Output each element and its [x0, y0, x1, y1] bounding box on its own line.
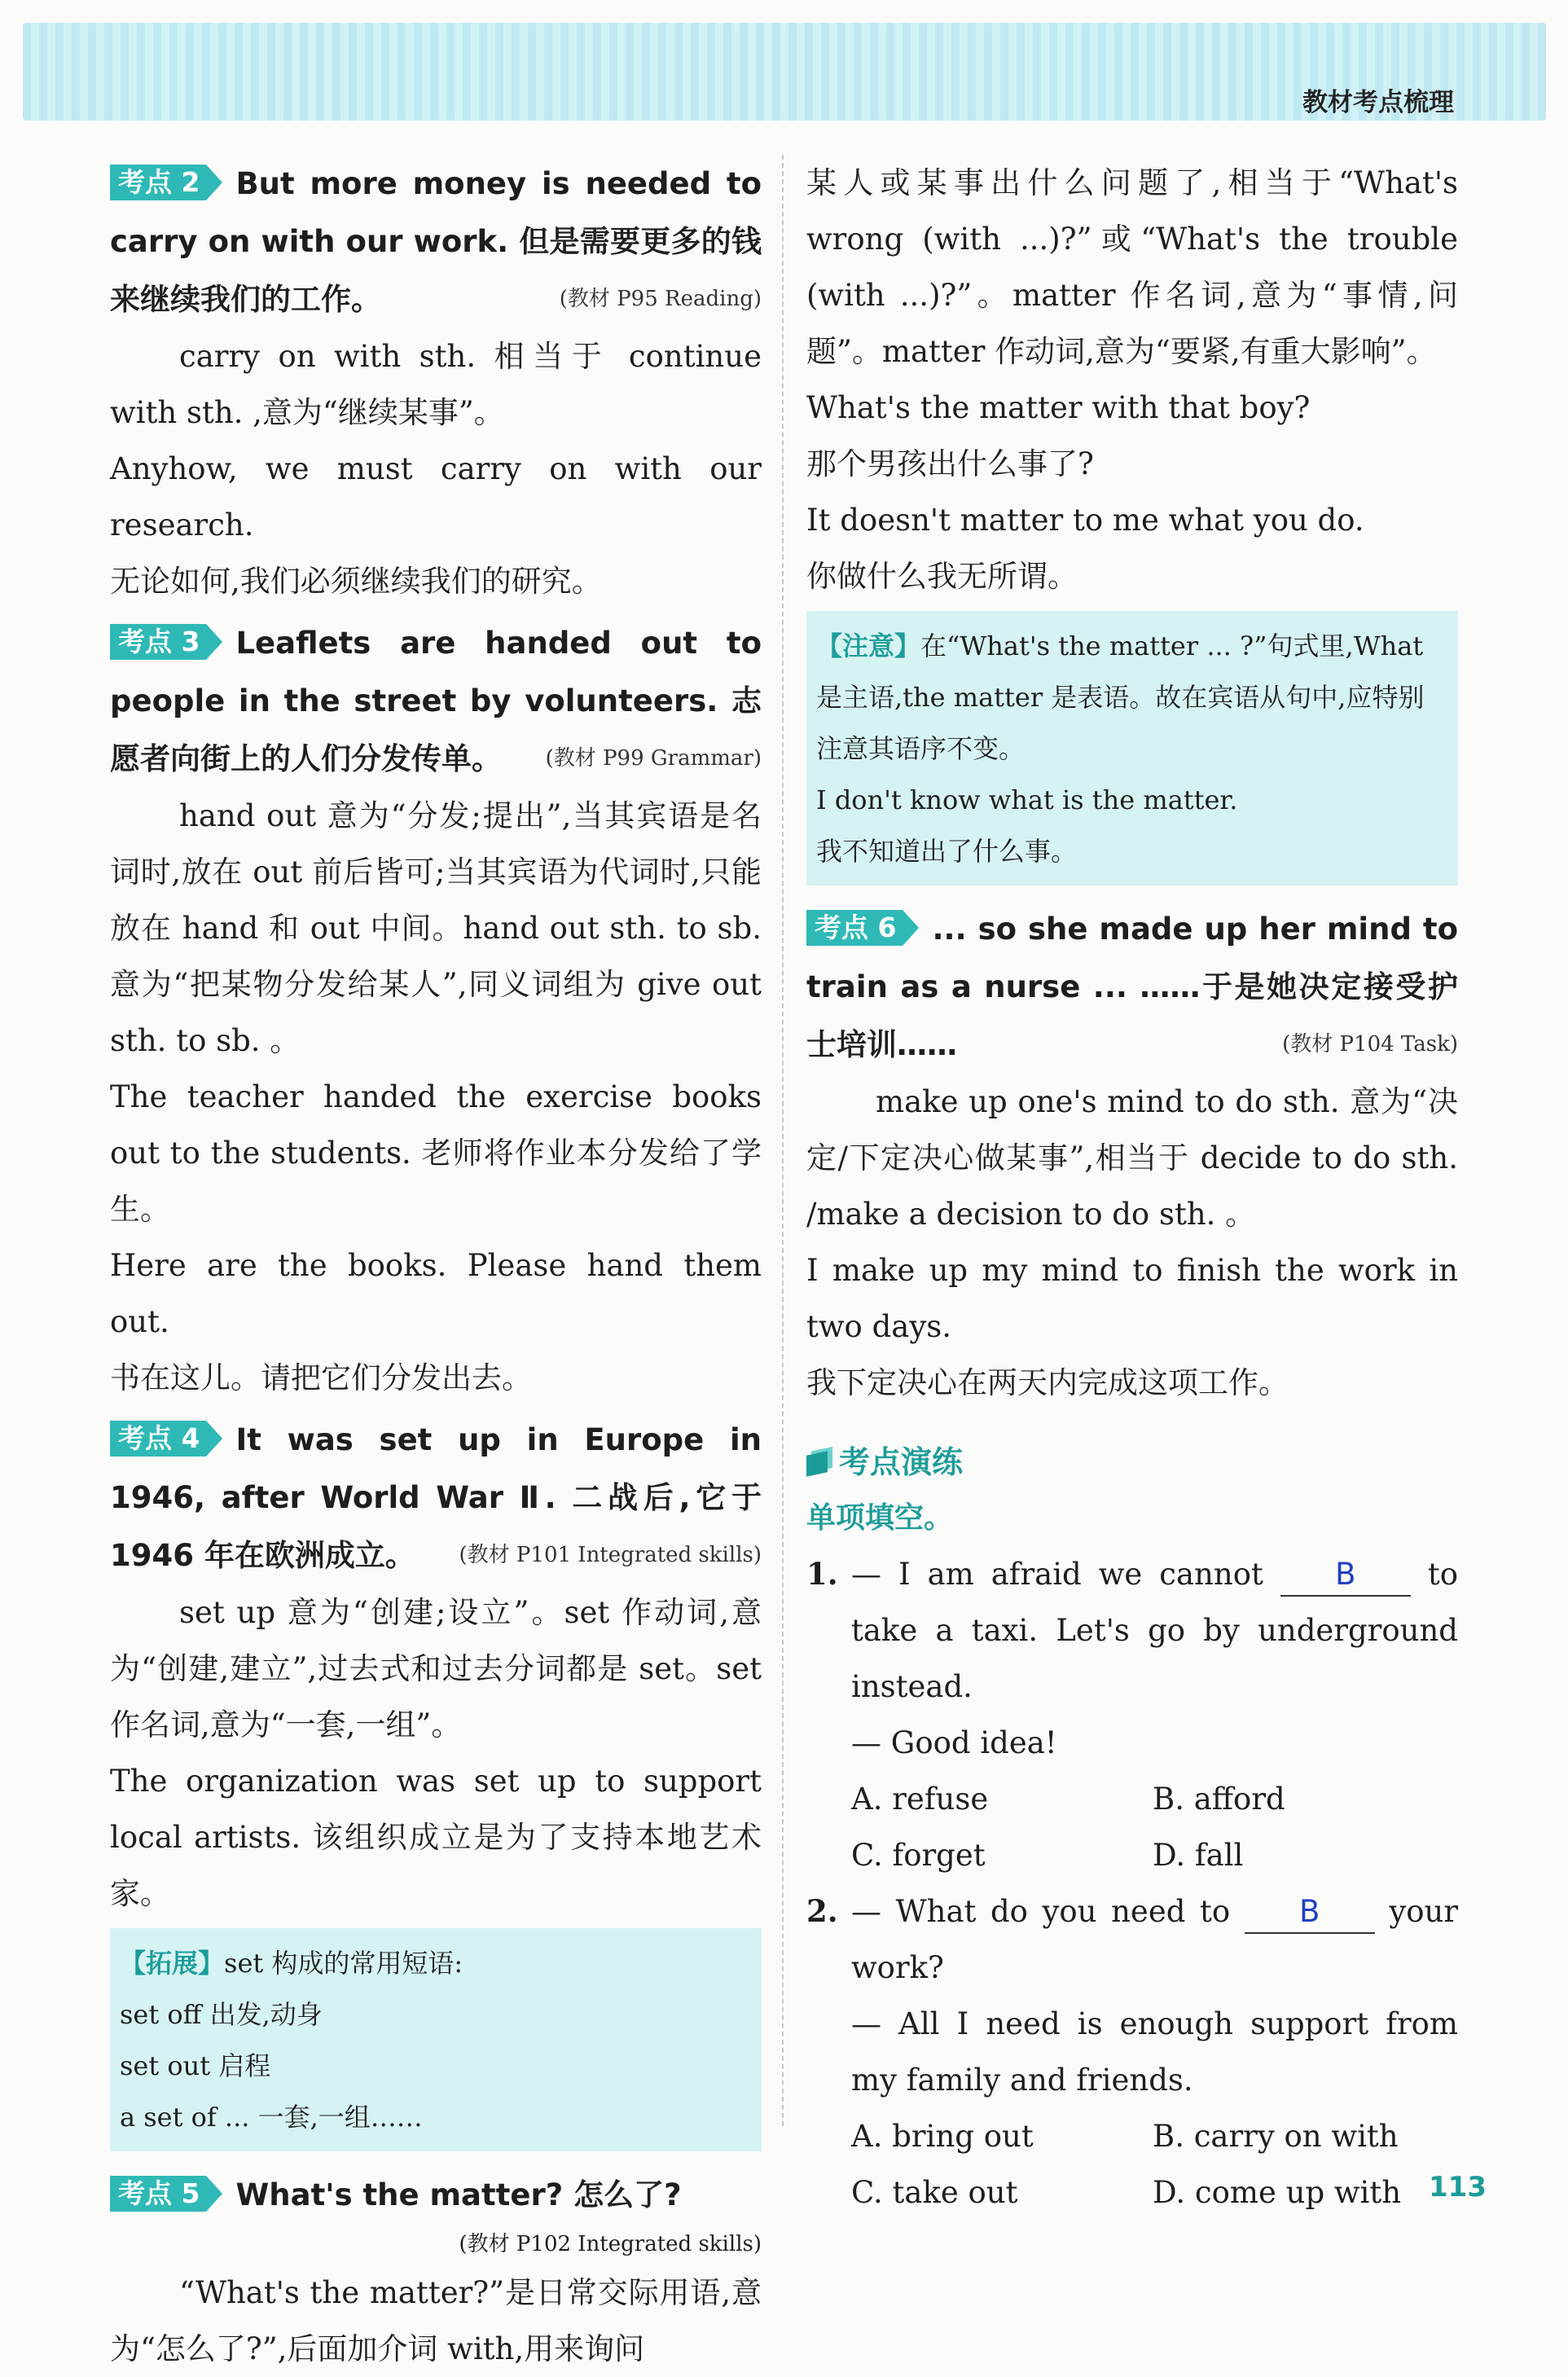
question-1-option-b: B. afford	[1153, 1782, 1285, 1817]
question-1-reply: — Good idea!	[851, 1725, 1057, 1760]
extension-box-intro: set 构成的常用短语:	[224, 1948, 463, 1979]
key-point-3-example-1: The teacher handed the exercise books out to the students. 老师将作业本分发给了学生。	[110, 1079, 762, 1227]
matter-example-1-en: What's the matter with that boy?	[806, 390, 1311, 425]
extension-line-2: set out 启程	[120, 2050, 271, 2081]
question-1-option-c: C. forget	[851, 1838, 986, 1873]
extension-box-title: 【拓展】	[120, 1948, 225, 1979]
extension-line-3: a set of ... 一套,一组……	[120, 2102, 423, 2133]
key-point-4-tag: 考点 4	[110, 1421, 206, 1457]
key-point-2-explain: carry on with sth. 相当于 continue with sth. ,意为“继续某事”。	[110, 339, 762, 430]
note-box	[806, 611, 1458, 885]
question-1-number: 1.	[806, 1556, 838, 1592]
key-point-6-example-en: I make up my mind to finish the work in two days.	[806, 1253, 1458, 1344]
key-point-6-source: (教材 P104 Task)	[1282, 1032, 1458, 1057]
key-point-4-example-1: The organization was set up to support local artists. 该组织成立是为了支持本地艺术家。	[110, 1764, 762, 1911]
left-column	[110, 155, 762, 2377]
right-column	[806, 155, 1458, 2221]
question-2-number: 2.	[806, 1893, 838, 1929]
key-point-5-continued: 某人或某事出什么问题了,相当于“What's wrong (with ...)?”或“What's the trouble (with ...)?”。matter 作名词,意为“事情,问题”。matter 作动词,意为“要紧,有重大影响”。	[806, 165, 1458, 369]
cube-icon	[806, 1451, 828, 1477]
key-point-2-example-zh: 无论如何,我们必须继续我们的研究。	[110, 564, 602, 599]
key-point-2-heading	[110, 155, 762, 328]
key-point-5-text: What's the matter? 怎么了?	[235, 2177, 682, 2212]
note-example-en: I don't know what is the matter.	[816, 784, 1238, 815]
practice-title-text: 考点演练	[839, 1444, 964, 1480]
extension-box	[110, 1928, 762, 2151]
key-point-5-source: (教材 P102 Integrated skills)	[459, 2232, 762, 2256]
matter-example-1-zh: 那个男孩出什么事了?	[806, 446, 1094, 481]
question-2-after: your work?	[851, 1894, 1459, 1985]
question-1-option-d: D. fall	[1153, 1838, 1244, 1873]
key-point-2-example-en: Anyhow, we must carry on with our research.	[110, 451, 762, 543]
question-2-option-d: D. come up with	[1153, 2175, 1402, 2210]
matter-example-2-zh: 你做什么我无所谓。	[806, 559, 1078, 594]
extension-line-1: set off 出发,动身	[120, 1999, 323, 2030]
note-example-zh: 我不知道出了什么事。	[816, 836, 1078, 867]
header-label: 教材考点梳理	[1302, 88, 1454, 117]
key-point-4-explain: set up 意为“创建;设立”。set 作动词,意为“创建,建立”,过去式和过去分词都是 set。set 作名词,意为“一套,一组”。	[110, 1595, 762, 1742]
key-point-5-explain: “What's the matter?”是日常交际用语,意为“怎么了?”,后面加介词 with,用来询问	[110, 2275, 762, 2366]
question-2-stem	[851, 1883, 1458, 1996]
question-2-option-a: A. bring out	[851, 2119, 1034, 2154]
matter-example-2-en: It doesn't matter to me what you do.	[806, 503, 1364, 538]
key-point-6-text: ... so she made up her mind to train as a nurse ... ……于是她决定接受护士培训……	[806, 912, 1458, 1062]
question-2-option-c: C. take out	[851, 2175, 1018, 2210]
key-point-6-example-zh: 我下定决心在两天内完成这项工作。	[806, 1365, 1289, 1400]
page-number: 113	[1429, 2171, 1487, 2203]
note-box-title: 【注意】	[816, 630, 921, 661]
question-2-before: — What do you need to	[851, 1894, 1231, 1929]
key-point-5-heading	[110, 2166, 762, 2224]
key-point-6-explain: make up one's mind to do sth. 意为“决定/下定决心做某事”,相当于 decide to do sth. /make a decision to do sth. 。	[806, 1084, 1458, 1232]
key-point-3-explain: hand out 意为“分发;提出”,当其宾语是名词时,放在 out 前后皆可;当其宾语为代词时,只能放在 hand 和 out 中间。hand out sth. to sb. 意为“把某物分发给某人”,同义词组为 give out sth. to sb. 。	[110, 798, 762, 1058]
key-point-3-heading	[110, 614, 762, 788]
question-2-answer: B	[1245, 1891, 1375, 1934]
key-point-6-tag: 考点 6	[806, 910, 903, 946]
question-2-reply: — All I need is enough support from my family and friends.	[851, 2006, 1458, 2098]
question-1-before: — I am afraid we cannot	[851, 1557, 1263, 1592]
question-2	[806, 1883, 1458, 2221]
key-point-3-tag: 考点 3	[110, 624, 206, 660]
question-1-options	[851, 1771, 1458, 1883]
question-2-options	[851, 2108, 1458, 2221]
note-box-text: 在“What's the matter ... ?”句式里,What 是主语,the matter 是表语。故在宾语从句中,应特别注意其语序不变。	[816, 630, 1425, 764]
key-point-2-tag: 考点 2	[110, 165, 206, 200]
column-divider	[782, 155, 784, 2126]
question-2-option-b: B. carry on with	[1153, 2119, 1399, 2154]
key-point-4-source: (教材 P101 Integrated skills)	[459, 1543, 762, 1567]
key-point-3-source: (教材 P99 Grammar)	[545, 746, 762, 771]
key-point-3-example-2-zh: 书在这儿。请把它们分发出去。	[110, 1360, 532, 1395]
key-point-5-tag: 考点 5	[110, 2176, 206, 2212]
key-point-4-heading	[110, 1411, 762, 1584]
question-1-answer: B	[1280, 1554, 1411, 1597]
key-point-6-heading	[806, 900, 1458, 1074]
key-point-3-example-2-en: Here are the books. Please hand them out.	[110, 1248, 762, 1339]
key-point-3-text: Leaflets are handed out to people in the street by volunteers. 志愿者向街上的人们分发传单。	[110, 626, 762, 776]
question-1-stem	[851, 1546, 1458, 1715]
question-1-after: to take a taxi. Let's go by underground instead.	[851, 1557, 1459, 1704]
key-point-4-text: It was set up in Europe in 1946, after World War Ⅱ. 二战后,它于 1946 年在欧洲成立。	[110, 1422, 762, 1573]
practice-title	[806, 1434, 1458, 1491]
key-point-2-text: But more money is needed to carry on with our work. 但是需要更多的钱来继续我们的工作。	[110, 166, 762, 317]
question-1	[806, 1546, 1458, 1883]
key-point-2-source: (教材 P95 Reading)	[559, 287, 762, 311]
practice-subtitle: 单项填空。	[806, 1501, 954, 1535]
question-1-option-a: A. refuse	[851, 1782, 989, 1817]
